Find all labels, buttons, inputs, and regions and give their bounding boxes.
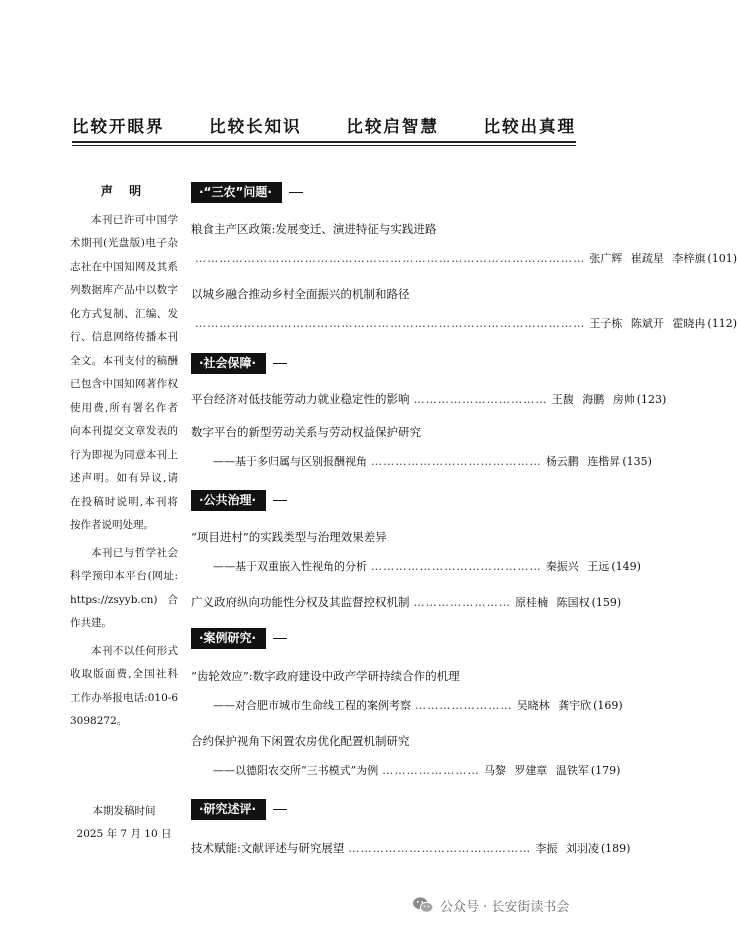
leader-dots: …………………………………………………………………………………… [195, 252, 586, 265]
leader-dots: ……………………………………… [348, 842, 532, 855]
issue-label: 本期发稿时间 [92, 805, 156, 817]
article-entry[interactable] [191, 221, 737, 266]
article-authors: 秦振兴 王远 [545, 560, 610, 573]
article-title: “齿轮效应”:数字政府建设中政产学研持续合作的机理 [191, 669, 460, 683]
slogan-1: 比较开眼界 [72, 117, 165, 136]
article-title: 以城乡融合推动乡村全面振兴的机制和路径 [191, 287, 410, 301]
article-page: (149) [611, 560, 641, 573]
wechat-icon [412, 896, 434, 914]
slogan-bar [72, 113, 576, 137]
article-subtitle: ——对合肥市城市生命线工程的案例考察 [213, 699, 411, 712]
article-authors: 原桂楠 陈国权 [515, 596, 590, 609]
section-tag-label: ·“三农”问题· [191, 182, 282, 203]
article-entry[interactable] [191, 391, 667, 407]
slogan-3: 比较启智慧 [346, 117, 439, 136]
leader-dots: …………………… [415, 699, 513, 712]
article-entry[interactable] [191, 840, 631, 856]
top-rule [72, 141, 576, 143]
article-page: (169) [593, 699, 623, 712]
slogan-2: 比较长知识 [209, 117, 302, 136]
watermark [412, 893, 642, 917]
article-authors: 吴晓林 龚宇欣 [516, 699, 592, 712]
leader-dots: …………………………………………………………………………………… [195, 317, 586, 330]
declaration-paragraph: 本刊已许可中国学术期刊(光盘版)电子杂志社在中国知网及其系列数据库产品中以数字化方式复制、汇编、发行、信息网络传播本刊全文。本刊支付的稿酬已包含中国知网著作权使用费,所有署名作者向本刊提交文章发表的行为即视为同意本刊上述声明。如有异议,请在投稿时说明,本刊将按作者说明处理。 [70, 213, 178, 531]
article-page: (189) [600, 842, 631, 855]
section-tag [191, 627, 266, 649]
top-rule-thin [72, 145, 576, 146]
article-entry[interactable] [191, 286, 737, 331]
article-authors: 杨云鹏 连楷昇 [545, 455, 621, 468]
article-title: 合约保护视角下闲置农房优化配置机制研究 [191, 734, 410, 748]
section-tag-label: ·研究述评· [191, 799, 266, 820]
declaration-paragraph: 本刊已与哲学社会科学预印本平台(网址:https://zsyyb.cn)合作共建。 [70, 546, 178, 629]
article-page: (135) [622, 455, 652, 468]
leader-dots: …………………… [413, 596, 512, 609]
article-title: “项目进村”的实践类型与治理效果差异 [191, 530, 387, 544]
article-page: (123) [636, 393, 667, 406]
article-title: 数字平台的新型劳动关系与劳动权益保护研究 [191, 425, 421, 439]
article-entry[interactable] [191, 594, 622, 610]
declaration-sidebar [70, 180, 178, 738]
section-tag [191, 181, 282, 203]
article-entry[interactable] [191, 424, 652, 469]
slogan-4: 比较出真理 [483, 117, 576, 136]
section-tag [191, 489, 266, 511]
article-page: (159) [591, 596, 622, 609]
leader-dots: …………………………………… [371, 560, 542, 573]
section-tag-label: ·社会保障· [191, 353, 266, 374]
declaration-title: 声 明 [100, 184, 148, 198]
article-title: 粮食主产区政策:发展变迁、演进特征与实践进路 [191, 222, 437, 236]
article-authors: 张广辉 崔疏星 李梓旗 [589, 252, 706, 265]
article-title: 平台经济对低技能劳动力就业稳定性的影响 [191, 392, 410, 406]
issue-info [70, 800, 178, 846]
leader-dots: …………………………… [413, 393, 548, 406]
article-entry[interactable] [191, 668, 623, 713]
article-authors: 马黎 罗建章 温铁军 [483, 764, 589, 777]
section-tag [191, 352, 266, 374]
issue-date: 2025 年 7 月 10 日 [76, 828, 172, 840]
article-page: (101) [707, 252, 737, 265]
leader-dots: …………………………………… [371, 455, 542, 468]
article-title: 广义政府纵向功能性分权及其监督控权机制 [191, 595, 410, 609]
section-tag [191, 798, 266, 820]
article-title: 技术赋能:文献评述与研究展望 [191, 841, 345, 855]
leader-dots: …………………… [382, 764, 480, 777]
article-entry[interactable] [191, 529, 641, 574]
article-authors: 王馥 海鹏 房帅 [551, 393, 635, 406]
article-subtitle: ——基于双重嵌入性视角的分析 [213, 560, 367, 573]
section-tag-label: ·案例研究· [191, 628, 266, 649]
section-tag-label: ·公共治理· [191, 490, 266, 511]
article-authors: 王子栋 陈斌开 霍晓冉 [589, 317, 706, 330]
watermark-text: 公众号 · 长安街读书会 [440, 899, 570, 915]
article-page: (112) [707, 317, 737, 330]
article-entry[interactable] [191, 733, 621, 778]
article-subtitle: ——基于多归属与区别报酬视角 [213, 455, 367, 468]
article-subtitle: ——以德阳农交所“三书模式”为例 [213, 764, 379, 777]
declaration-paragraph: 本刊不以任何形式收取版面费,全国社科工作办举报电话:010-63098272。 [70, 644, 178, 727]
article-page: (179) [590, 764, 621, 777]
article-authors: 李振 刘羽凌 [535, 842, 599, 855]
